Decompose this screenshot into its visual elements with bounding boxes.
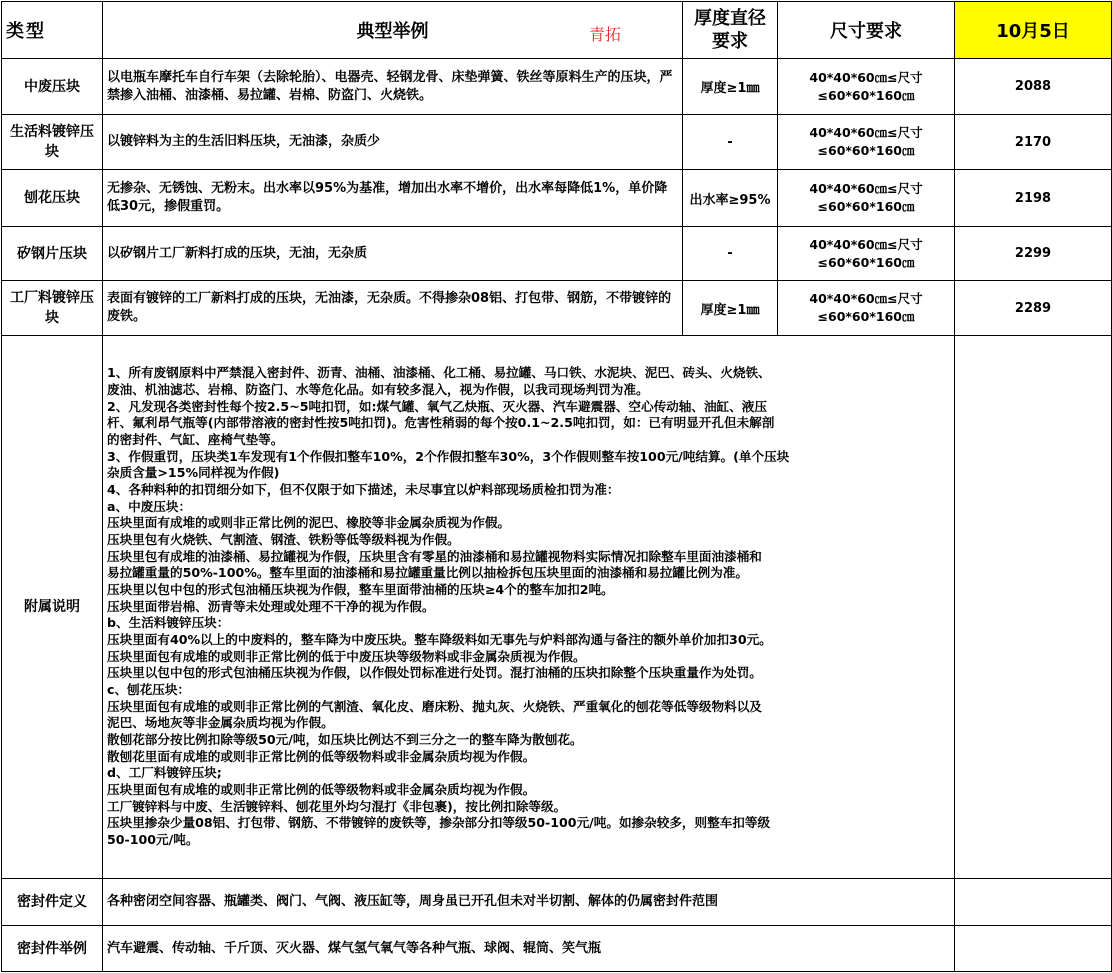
scrap-price-table xyxy=(1,1,1112,972)
note-line: 的密封件、气缸、座椅气垫等。 xyxy=(107,432,284,448)
seal-examples-row xyxy=(2,926,1112,972)
note-line: 压块里面有成堆的或则非正常比例的泥巴、橡胶等非金属杂质视为作假。 xyxy=(107,515,510,531)
header-date-label: 10月5日 xyxy=(996,21,1070,42)
note-line: 散刨花里面有成堆的或则非正常比例的低等级物料或非金属杂质均视为作假。 xyxy=(107,748,536,764)
note-line: d、工厂料镀锌压块; xyxy=(107,765,222,781)
note-line: 废油、机油滤芯、岩棉、防盗门、水等危化品。如有较多混入，视为作假，以我司现场判罚为准。 xyxy=(107,382,649,398)
seal-examples-category: 密封件举例 xyxy=(2,926,103,972)
row-price: 2289 xyxy=(955,281,1112,336)
row-description: 表面有镀锌的工厂新料打成的压块，无油漆，无杂质。不得掺杂08铝、打包带、钢筋，不带镀锌的废铁。 xyxy=(103,281,683,336)
note-line: 3、作假重罚，压块类1车发现有1个作假扣整车10%，2个作假扣整车30%，3个作假则整车按100元/吨结算。(单个压块 xyxy=(107,448,790,464)
notes-category: 附属说明 xyxy=(2,336,103,879)
row-size: 40*40*60㎝≤尺寸≤60*60*160㎝ xyxy=(778,227,955,281)
row-size: 40*40*60㎝≤尺寸≤60*60*160㎝ xyxy=(778,170,955,227)
header-thickness-line1: 厚度直径 xyxy=(694,8,766,29)
row-size: 40*40*60㎝≤尺寸≤60*60*160㎝ xyxy=(778,115,955,170)
header-type xyxy=(2,2,103,59)
row-price: 2299 xyxy=(955,227,1112,281)
row-category: 工厂料镀锌压块 xyxy=(2,281,103,336)
note-line: 散刨花部分按比例扣除等级50元/吨，如压块比例达不到三分之一的整车降为散刨花。 xyxy=(107,731,583,747)
header-thickness-line2: 要求 xyxy=(712,31,748,52)
row-thickness: - xyxy=(683,115,778,170)
note-line: 1、所有废钢原料中严禁混入密封件、沥青、油桶、油漆桶、化工桶、易拉罐、马口铁、水泥块、泥巴、砖头、火烧铁、 xyxy=(107,365,771,381)
watermark-text: 青拓 xyxy=(589,25,622,44)
row-description: 以电瓶车摩托车自行车架（去除轮胎）、电器壳、轻钢龙骨、床垫弹簧、铁丝等原料生产的压块，严禁掺入油桶、油漆桶、易拉罐、岩棉、防盗门、火烧铁。 xyxy=(103,59,683,115)
header-example-label: 典型举例 xyxy=(356,21,429,42)
seal-definition-text: 各种密闭空间容器、瓶罐类、阀门、气阀、液压缸等，周身虽已开孔但未对半切割、解体的仍属密封件范围 xyxy=(103,879,955,926)
header-example xyxy=(103,2,683,59)
table-row xyxy=(2,115,1112,170)
seal-definition-category: 密封件定义 xyxy=(2,879,103,926)
header-thickness xyxy=(683,2,778,59)
note-line: c、刨花压块： xyxy=(107,681,191,697)
notes-row xyxy=(2,336,1112,879)
row-size: 40*40*60㎝≤尺寸≤60*60*160㎝ xyxy=(778,281,955,336)
note-line: 杂质含量>15%同样视为作假) xyxy=(107,465,280,481)
note-line: a、中废压块： xyxy=(107,498,192,514)
row-description: 以矽钢片工厂新料打成的压块，无油，无杂质 xyxy=(103,227,683,281)
header-type-label: 类型 xyxy=(6,21,46,42)
table-row xyxy=(2,281,1112,336)
note-line: 压块里掺杂少量08铝、打包带、钢筋、不带镀锌的废铁等，掺杂部分扣等级50-100元/吨。如掺杂较多，则整车扣等级 xyxy=(107,815,771,831)
row-thickness: 出水率≥95% xyxy=(683,170,778,227)
row-size: 40*40*60㎝≤尺寸≤60*60*160㎝ xyxy=(778,59,955,115)
note-line: 易拉罐重量的50%-100%。整车里面的油漆桶和易拉罐重量比例以抽检拆包压块里面的油漆桶和易拉罐比例为准。 xyxy=(107,565,748,581)
row-thickness: 厚度≥1㎜ xyxy=(683,281,778,336)
seal-examples-price-cell xyxy=(955,926,1112,972)
note-line: 压块里以包中包的形式包油桶压块视为作假，整车里面带油桶的压块≥4个的整车加扣2吨。 xyxy=(107,582,614,598)
table-row xyxy=(2,227,1112,281)
note-line: 50-100元/吨。 xyxy=(107,831,199,847)
seal-definition-price-cell xyxy=(955,879,1112,926)
table-row xyxy=(2,59,1112,115)
row-description: 以镀锌料为主的生活旧料压块，无油漆，杂质少 xyxy=(103,115,683,170)
row-price: 2170 xyxy=(955,115,1112,170)
seal-examples-text: 汽车避震、传动轴、千斤顶、灭火器、煤气氢气氧气等各种气瓶、球阀、辊筒、笑气瓶 xyxy=(103,926,955,972)
header-size-label: 尺寸要求 xyxy=(830,21,902,42)
seal-definition-row xyxy=(2,879,1112,926)
row-description: 无掺杂、无锈蚀、无粉末。出水率以95%为基准，增加出水率不增价，出水率每降低1%，单价降低30元，掺假重罚。 xyxy=(103,170,683,227)
note-line: 压块里以包中包的形式包油桶压块视为作假，以作假处罚标准进行处罚。混打油桶的压块扣除整个压块重量作为处罚。 xyxy=(107,665,762,681)
notes-content xyxy=(103,336,955,879)
note-line: 2、凡发现各类密封性每个按2.5~5吨扣罚，如:煤气罐、氧气乙炔瓶、灭火器、汽车避震器、空心传动轴、油缸、液压 xyxy=(107,398,767,414)
row-price: 2088 xyxy=(955,59,1112,115)
table-row xyxy=(2,170,1112,227)
row-category: 刨花压块 xyxy=(2,170,103,227)
note-line: 压块里面包有成堆的或则非正常比例的低等级物料或非金属杂质均视为作假。 xyxy=(107,781,536,797)
note-line: 压块里面有40%以上的中废料的，整车降为中废压块。整车降级料如无事先与炉料部沟通与备注的额外单价加扣30元。 xyxy=(107,631,772,647)
note-line: 压块里面带岩棉、沥青等未处理或处理不干净的视为作假。 xyxy=(107,598,435,614)
note-line: 杆、氟利昂气瓶等(内部带溶液的密封性按5吨扣罚)。危害性稍弱的每个按0.1~2.5吨扣罚，如：已有明显开孔但未解剖 xyxy=(107,415,775,431)
note-line: 泥巴、场地灰等非金属杂质均视为作假。 xyxy=(107,715,334,731)
row-category: 矽钢片压块 xyxy=(2,227,103,281)
note-line: 压块里包有火烧铁、气割渣、钢渣、铁粉等低等级料视为作假。 xyxy=(107,532,460,548)
note-line: 压块里面包有成堆的或则非正常比例的低于中废压块等级物料或非金属杂质视为作假。 xyxy=(107,648,586,664)
row-thickness: - xyxy=(683,227,778,281)
notes-price-cell xyxy=(955,336,1112,879)
row-category: 中废压块 xyxy=(2,59,103,115)
header-size xyxy=(778,2,955,59)
note-line: 4、各种料种的扣罚细分如下，但不仅限于如下描述，未尽事宜以炉料部现场质检扣罚为准： xyxy=(107,482,620,498)
row-thickness: 厚度≥1㎜ xyxy=(683,59,778,115)
note-line: b、生活料镀锌压块： xyxy=(107,615,230,631)
note-line: 工厂镀锌料与中废、生活镀锌料、刨花里外均匀混打《非包裹)，按比例扣除等级。 xyxy=(107,798,567,814)
row-category: 生活料镀锌压块 xyxy=(2,115,103,170)
header-date xyxy=(955,2,1112,59)
row-price: 2198 xyxy=(955,170,1112,227)
note-line: 压块里面包有成堆的或则非正常比例的气割渣、氧化皮、磨床粉、抛丸灰、火烧铁、严重氧化的刨花等低等级物料以及 xyxy=(107,698,762,714)
header-row xyxy=(2,2,1112,59)
note-line: 压块里包有成堆的油漆桶、易拉罐视为作假，压块里含有零星的油漆桶和易拉罐视物料实际情况扣除整车里面油漆桶和 xyxy=(107,548,762,564)
